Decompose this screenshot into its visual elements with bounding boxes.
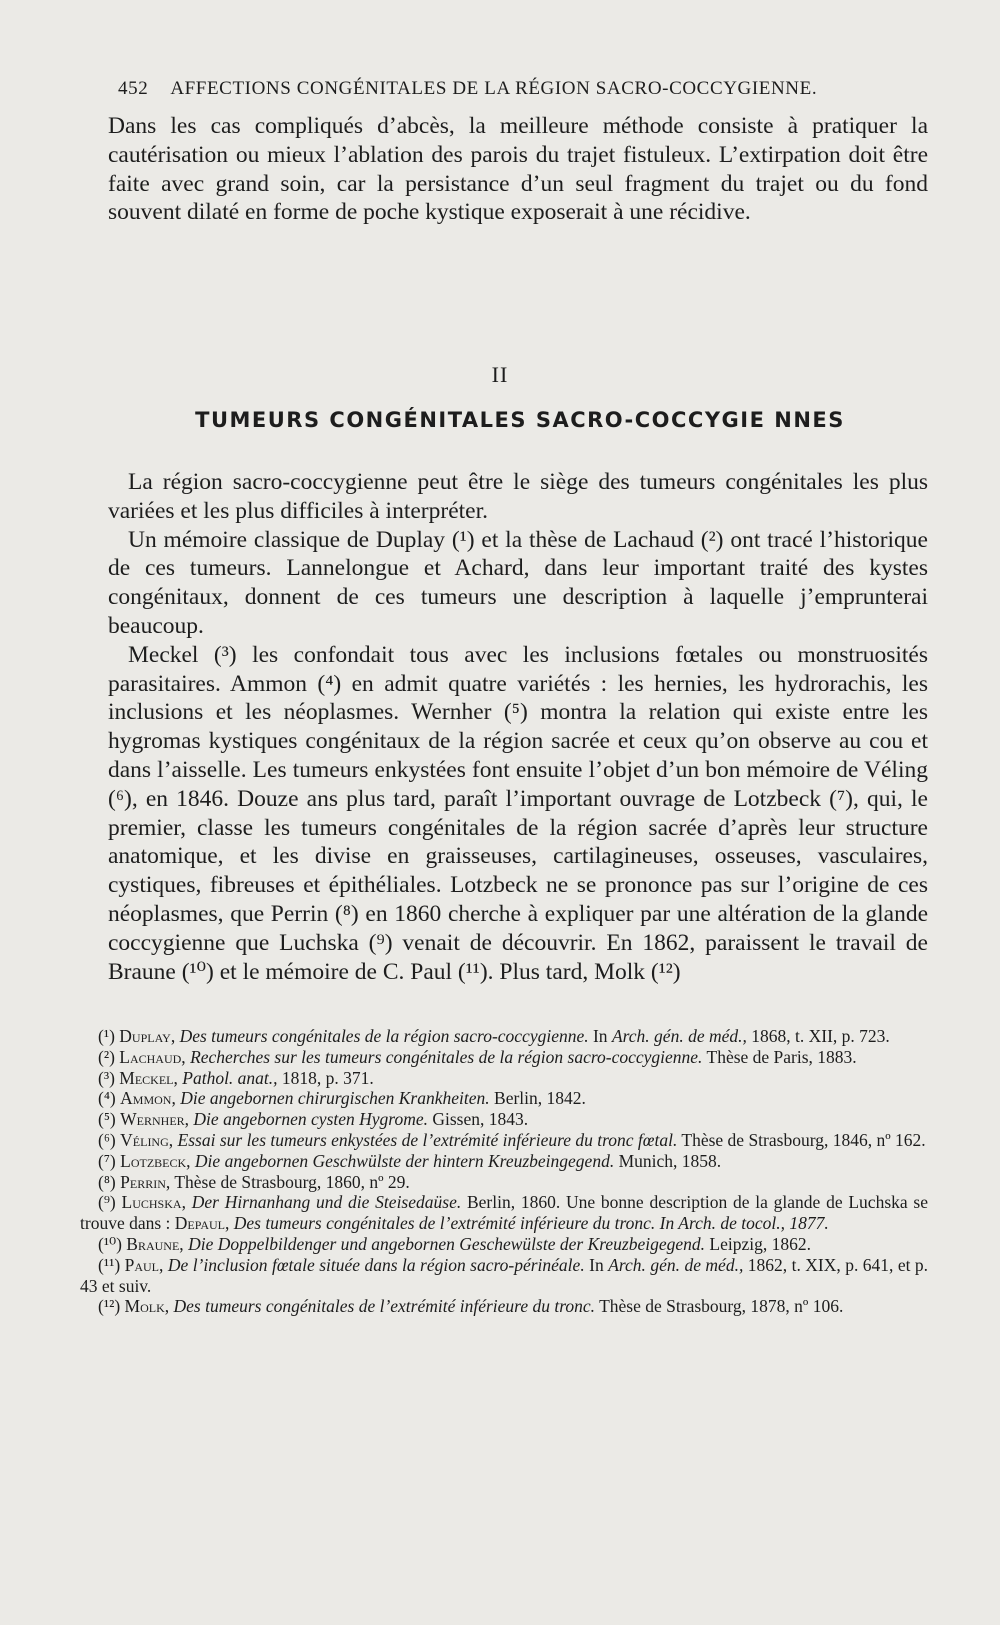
intro-paragraph-block <box>108 112 928 227</box>
section-number: II <box>491 362 509 387</box>
paragraph-2: Un mémoire classique de Duplay (¹) et la thèse de Lachaud (²) ont tracé l’historique de ces tumeurs. Lannelongue et Achard, dans leur important traité des kystes congénitaux, donnent de ces tumeurs une description à laquelle j’emprunterai beaucoup. <box>108 526 928 639</box>
footnote: (³) Meckel, Pathol. anat., 1818, p. 371. <box>98 1067 374 1088</box>
intro-paragraph: Dans les cas compliqués d’abcès, la meilleure méthode consiste à pratiquer la cautérisation ou mieux l’ablation des parois du trajet fistuleux. L’extirpation doit être faite avec grand soin, car la persistance d’un seul fragment du trajet ou du fond souvent dilaté en forme de poche kystique exposerait à une récidive. <box>108 113 928 226</box>
footnote: (¹²) Molk, Des tumeurs congénitales de l’extrémité inférieure du tronc. Thèse de Strasbourg, 1878, nº 106. <box>98 1296 844 1317</box>
footnote: (⁴) Ammon, Die angebornen chirurgischen Krankheiten. Berlin, 1842. <box>98 1088 586 1109</box>
footnote: (⁷) Lotzbeck, Die angebornen Geschwülste der hintern Kreuzbeingegend. Munich, 1858. <box>98 1150 722 1171</box>
body-text <box>108 468 928 986</box>
running-head-title: AFFECTIONS CONGÉNITALES DE LA RÉGION SACRO-COCCYGIENNE. <box>170 78 818 99</box>
footnote: (⁵) Wernher, Die angebornen cysten Hygrome. Gissen, 1843. <box>98 1109 529 1130</box>
footnote: (⁶) Véling, Essai sur les tumeurs enkystées de l’extrémité inférieure du tronc fœtal. Thèse de Strasbourg, 1846, nº 162. <box>98 1129 926 1150</box>
footnotes <box>80 1026 928 1317</box>
page-number: 452 <box>118 78 149 99</box>
running-head <box>118 78 888 100</box>
footnote: (¹⁰) Braune, Die Doppelbildenger und angebornen Geschewülste der Kreuzbeigegend. Leipzig, 1862. <box>98 1233 811 1254</box>
footnote: (⁹) Luchska, Der Hirnanhang und die Steisedaüse. Berlin, 1860. Une bonne description de la glande de Luchska se trouve dans : Depaul, Des tumeurs congénitales de l’extrémité inférieure du tronc. In Arch. de tocol., 1877. <box>80 1192 928 1234</box>
paragraph-3: Meckel (³) les confondait tous avec les inclusions fœtales ou monstruosités parasitaires. Ammon (⁴) en admit quatre variétés : les hernies, les hydrorachis, les inclusions et les néoplasmes. Wernher (⁵) montra la relation qui existe entre les hygromas kystiques congénitaux de la région sacrée et ceux qu’on observe au cou et dans l’aisselle. Les tumeurs enkystées font ensuite l’objet d’un bon mémoire de Véling (⁶), en 1846. Douze ans plus tard, paraît l’important ouvrage de Lotzbeck (⁷), qui, le premier, classe les tumeurs congénitales de la région sacrée d’après leur structure anatomique, et les divise en graisseuses, cartilagineuses, osseuses, vasculaires, cystiques, fibreuses et épithéliales. Lotzbeck ne se prononce pas sur l’origine de ces néoplasmes, que Perrin (⁸) en 1860 cherche à expliquer par une altération de la glande coccygienne que Luchska (⁹) venait de découvrir. En 1862, paraissent le travail de Braune (¹⁰) et le mémoire de C. Paul (¹¹). Plus tard, Molk (¹²) <box>108 641 928 985</box>
footnote: (²) Lachaud, Recherches sur les tumeurs congénitales de la région sacro-coccygienne. Thèse de Paris, 1883. <box>98 1046 857 1067</box>
footnote: (⁸) Perrin, Thèse de Strasbourg, 1860, nº 29. <box>98 1171 410 1192</box>
section-title: TUMEURS CONGÉNITALES SACRO-COCCYGIE NNES <box>195 408 845 432</box>
paragraph-1: La région sacro-coccygienne peut être le siège des tumeurs congénitales les plus variées et les plus difficiles à interpréter. <box>108 469 928 524</box>
footnote: (¹) Duplay, Des tumeurs congénitales de la région sacro-coccygienne. In Arch. gén. de méd., 1868, t. XII, p. 723. <box>98 1026 890 1046</box>
footnote: (¹¹) Paul, De l’inclusion fœtale située dans la région sacro-périnéale. In Arch. gén. de méd., 1862, t. XIX, p. 641, et p. 43 et suiv. <box>80 1254 929 1296</box>
